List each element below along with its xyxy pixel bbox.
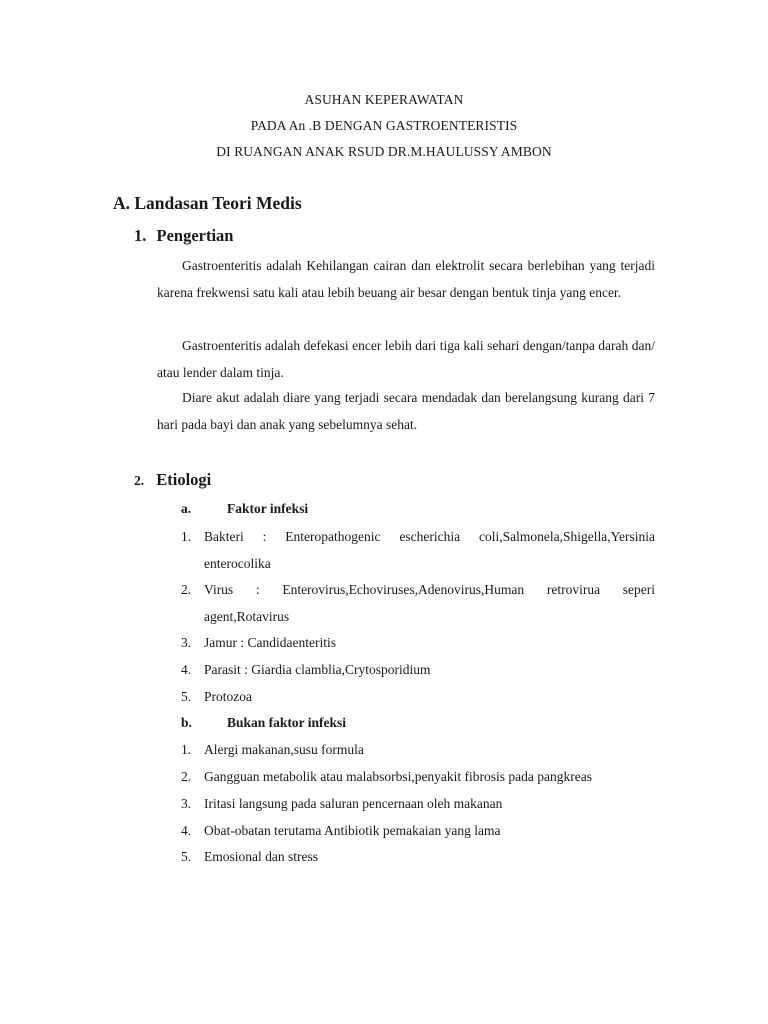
list-item-text: Iritasi langsung pada saluran pencernaan oleh makanan	[204, 796, 503, 811]
list-item-number: 4.	[181, 823, 192, 838]
subsection-number: 1.	[134, 226, 147, 245]
list-item-number: 1.	[181, 529, 192, 544]
list-item-text-continued: agent,Rotavirus	[204, 608, 290, 624]
list-item-text: Parasit : Giardia clamblia,Crytosporidium	[204, 662, 431, 677]
subsection-heading-pengertian	[134, 226, 233, 246]
list-item-text: Gangguan metabolik atau malabsorbsi,penyakit fibrosis pada pangkreas	[204, 769, 593, 784]
list-item	[181, 657, 655, 684]
list-item	[181, 764, 655, 791]
subsection-heading-etiologi	[134, 470, 211, 490]
list-item-text-continued: enterocolika	[204, 555, 271, 571]
subsection-number: 2.	[134, 473, 145, 488]
etiologi-a-letter: a.	[181, 501, 192, 516]
list-item	[181, 791, 655, 818]
list-item	[181, 844, 655, 871]
list-item	[181, 630, 655, 657]
list-item	[181, 818, 655, 845]
list-item-text: Bakteri : Enteropathogenic escherichia coli,Salmonela,Shigella,Yersinia	[204, 529, 655, 544]
subsection-title: Pengertian	[156, 226, 234, 245]
list-item-number: 2.	[181, 582, 192, 597]
list-item-number: 5.	[181, 689, 192, 704]
list-item-text: Alergi makanan,susu formula	[204, 742, 364, 757]
document-title-line-3: DI RUANGAN ANAK RSUD DR.M.HAULUSSY AMBON	[216, 144, 552, 159]
list-item	[181, 737, 655, 764]
list-item	[181, 524, 655, 577]
list-item	[181, 684, 655, 711]
list-item	[181, 577, 655, 630]
subsection-title: Etiologi	[156, 470, 212, 489]
document-title-line-2: PADA An .B DENGAN GASTROENTERISTIS	[250, 118, 518, 133]
pengertian-paragraph-1: Gastroenteritis adalah Kehilangan cairan dan elektrolit secara berlebihan yang terjadi karena frekwensi satu kali atau lebih beuang air besar dengan bentuk tinja yang encer.	[157, 258, 655, 300]
section-heading-a: A. Landasan Teori Medis	[113, 193, 302, 213]
document-title-line-1: ASUHAN KEPERAWATAN	[304, 92, 464, 107]
list-item-number: 3.	[181, 796, 192, 811]
list-item-text: Protozoa	[204, 689, 252, 704]
list-item-text: Obat-obatan terutama Antibiotik pemakaian yang lama	[204, 823, 501, 838]
etiologi-b-letter: b.	[181, 715, 192, 730]
etiologi-b-title: Bukan faktor infeksi	[227, 715, 347, 730]
etiologi-a-title: Faktor infeksi	[227, 501, 309, 516]
list-item-number: 1.	[181, 742, 192, 757]
pengertian-paragraph-2: Gastroenteritis adalah defekasi encer lebih dari tiga kali sehari dengan/tanpa darah dan/ atau lender dalam tinja.	[157, 338, 655, 380]
list-item-number: 4.	[181, 662, 192, 677]
list-item-number: 2.	[181, 769, 192, 784]
pengertian-paragraph-3: Diare akut adalah diare yang terjadi secara mendadak dan berelangsung kurang dari 7 hari pada bayi dan anak yang sebelumnya sehat.	[157, 390, 655, 432]
list-item-number: 3.	[181, 635, 192, 650]
list-item-text: Jamur : Candidaenteritis	[204, 635, 336, 650]
list-item-number: 5.	[181, 849, 192, 864]
list-item-text: Virus : Enterovirus,Echoviruses,Adenovirus,Human retrovirua seperi	[204, 582, 655, 597]
list-item-text: Emosional dan stress	[204, 849, 318, 864]
